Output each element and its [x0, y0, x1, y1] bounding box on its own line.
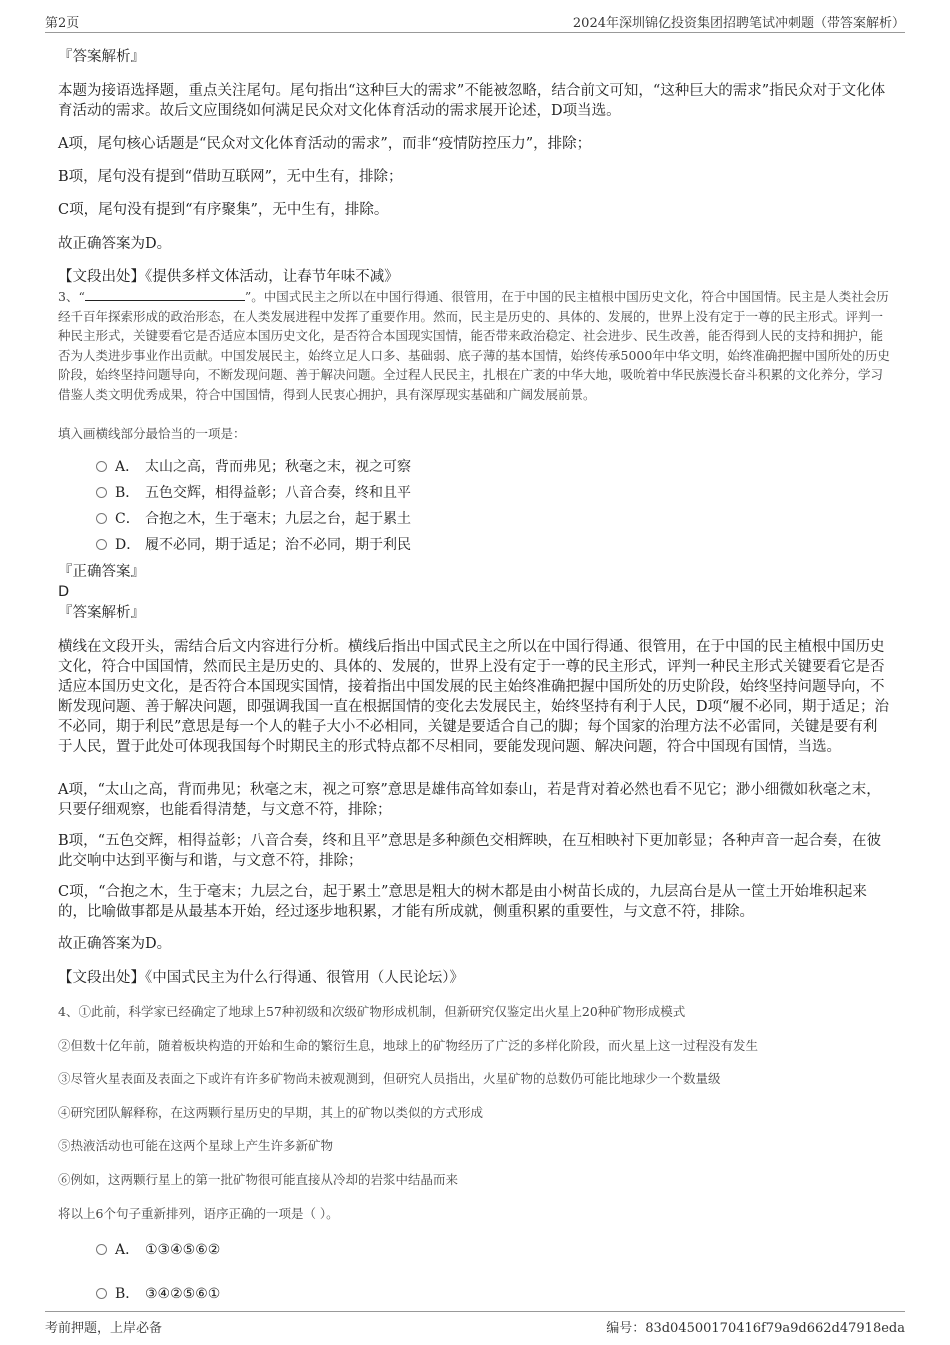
page-header — [45, 10, 905, 33]
radio-icon[interactable] — [96, 539, 107, 550]
footer-slogan: 考前押题，上岸必备 — [45, 1321, 163, 1336]
q3-analysis-a: A项，“太山之高，背而弗见；秋毫之末，视之可察”意思是雄伟高耸如泰山，若是背对着必然也看不见它；渺小细微如秋毫之末，只要仔细观察，也能看得清楚，与文意不符，排除； — [58, 782, 881, 818]
q3-conclusion: 故正确答案为D。 — [58, 936, 172, 952]
q2-analysis-b: B项，尾句没有提到“借助互联网”，无中生有，排除； — [58, 169, 403, 185]
page-number: 第2页 — [45, 16, 80, 31]
q2-source: 【文段出处】《提供多样文体活动，让春节年味不减》 — [58, 269, 399, 285]
q3-analysis-text: 横线在文段开头，需结合后文内容进行分析。横线后指出中国式民主之所以在中国行得通、很管用，在于中国的民主植根中国历史文化，符合中国国情，然而民主是历史的、具体的、发展的，世界上没有定于一尊的民主形式，评判一种民主形式关键要看它是否适应本国历史文化，是否符合本国现实国情，接着指出中国发展的民主始终准确把握中国所处的历史阶段，始终坚持问题导向，不断发现问题、善于解决问题，即强调我国一直在根据国情的变化去发展民主，始终坚持有利于人民，D项“履不必同，期于适足；治不必同，期于利民”意思是每一个人的鞋子大小不必相同，关键是要适合自己的脚；每个国家的治理方法不必雷同，关键是要有利于人民，置于此处可体现我国每个时期民主的形式特点都不尽相同，要能发现问题、解决问题，符合中国现有国情，当选。 — [58, 639, 890, 755]
q2-conclusion: 故正确答案为D。 — [58, 236, 172, 252]
radio-icon[interactable] — [96, 513, 107, 524]
q3-number: 3、“ — [58, 289, 85, 304]
q3-option-c[interactable]: C． 合抱之木，生于毫末；九层之台，起于累土 — [96, 510, 411, 528]
q2-analysis-a: A项，尾句核心话题是“民众对文化体育活动的需求”，而非“疫情防控压力”，排除； — [58, 136, 592, 152]
q3-blank-line — [85, 290, 245, 301]
radio-icon[interactable] — [96, 1288, 107, 1299]
radio-icon[interactable] — [96, 487, 107, 498]
page-footer — [45, 1311, 905, 1336]
radio-icon[interactable] — [96, 1244, 107, 1255]
q4-sentence-2: ②但数十亿年前，随着板块构造的开始和生命的繁衍生息，地球上的矿物经历了广泛的多样化阶段，而火星上这一过程没有发生 — [58, 1038, 759, 1053]
q4-question: 将以上6个句子重新排列，语序正确的一项是（ ）。 — [58, 1206, 339, 1221]
radio-icon[interactable] — [96, 461, 107, 472]
q3-analysis-b: B项，“五色交辉，相得益彰；八音合奏，终和且平”意思是多种颜色交相辉映，在互相映衬下更加彰显；各种声音一起合奏，在彼此交响中达到平衡与和谐，与文意不符，排除； — [58, 833, 881, 869]
q3-option-d[interactable]: D． 履不必同，期于适足；治不必同，期于利民 — [96, 536, 411, 554]
q3-option-b[interactable]: B． 五色交辉，相得益彰；八音合奏，终和且平 — [96, 484, 411, 502]
q3-answer: D — [58, 584, 70, 600]
q3-question: 填入画横线部分最恰当的一项是： — [58, 426, 246, 441]
q4-sentence-5: ⑤热液活动也可能在这两个星球上产生许多新矿物 — [58, 1138, 334, 1153]
document-title: 2024年深圳锦亿投资集团招聘笔试冲刺题（带答案解析） — [572, 16, 905, 31]
q3-source: 【文段出处】《中国式民主为什么行得通、很管用（人民论坛）》 — [58, 970, 464, 986]
q3-option-a[interactable]: A． 太山之高，背而弗见；秋毫之末，视之可察 — [96, 458, 411, 476]
q4-sentence-4: ④研究团队解释称，在这两颗行星历史的早期，其上的矿物以类似的方式形成 — [58, 1105, 484, 1120]
q3-analysis-label: 『答案解析』 — [58, 605, 145, 621]
q2-analysis-text: 本题为接语选择题，重点关注尾句。尾句指出“这种巨大的需求”不能被忽略，结合前文可知，“这种巨大的需求”指民众对于文化体育活动的需求。故后文应围绕如何满足民众对文化体育活动的需求展开论述，D项当选。 — [58, 83, 886, 119]
q3-analysis-c: C项，“合抱之木，生于毫末；九层之台，起于累土”意思是粗大的树木都是由小树苗长成的，九层高台是从一筐土开始堆积起来的，比喻做事都是从最基本开始，经过逐步地积累，才能有所成就，侧重积累的重要性，与文意不符，排除。 — [58, 884, 867, 920]
footer-code: 编号：83d04500170416f79a9d662d47918eda — [606, 1321, 905, 1336]
q4-option-b[interactable]: B． ③④②⑤⑥① — [96, 1285, 220, 1303]
q4-sentence-6: ⑥例如，这两颗行星上的第一批矿物很可能直接从冷却的岩浆中结晶而来 — [58, 1172, 459, 1187]
q4-sentence-1: 4、①此前，科学家已经确定了地球上57种初级和次级矿物形成机制，但新研究仅鉴定出火星上20种矿物形成模式 — [58, 1004, 686, 1019]
q3-passage — [58, 287, 890, 404]
q4-option-a[interactable]: A． ①③④⑤⑥② — [96, 1241, 220, 1259]
q2-analysis-c: C项，尾句没有提到“有序聚集”，无中生有，排除。 — [58, 202, 389, 218]
q3-answer-label: 『正确答案』 — [58, 564, 145, 580]
q2-analysis-label: 『答案解析』 — [58, 49, 145, 65]
q4-sentence-3: ③尽管火星表面及表面之下或许有许多矿物尚未被观测到，但研究人员指出，火星矿物的总数仍可能比地球少一个数量级 — [58, 1071, 721, 1086]
q3-passage-text: ”。中国式民主之所以在中国行得通、很管用，在于中国的民主植根中国历史文化，符合中国国情。民主是人类社会历经千百年探索形成的政治形态，在人类发展进程中发挥了重要作用。然而，民主是历史的、具体的、发展的，世界上没有定于一尊的民主形式。评判一种民主形式，关键要看它是否适应本国历史文化，是否符合本国现实国情，能否带来政治稳定、社会进步、民生改善，能否得到人民的支持和拥护，能否为人类进步事业作出贡献。中国发展民主，始终立足人口多、基础弱、底子薄的基本国情，始终传承5000年中华文明，始终准确把握中国所处的历史阶段，始终坚持问题导向，不断发现问题、善于解决问题。全过程人民民主，扎根在广袤的中华大地，吸吮着中华民族漫长奋斗积累的文化养分，学习借鉴人类文明优秀成果，符合中国国情，得到人民衷心拥护，具有深厚现实基础和广阔发展前景。 — [58, 289, 890, 402]
